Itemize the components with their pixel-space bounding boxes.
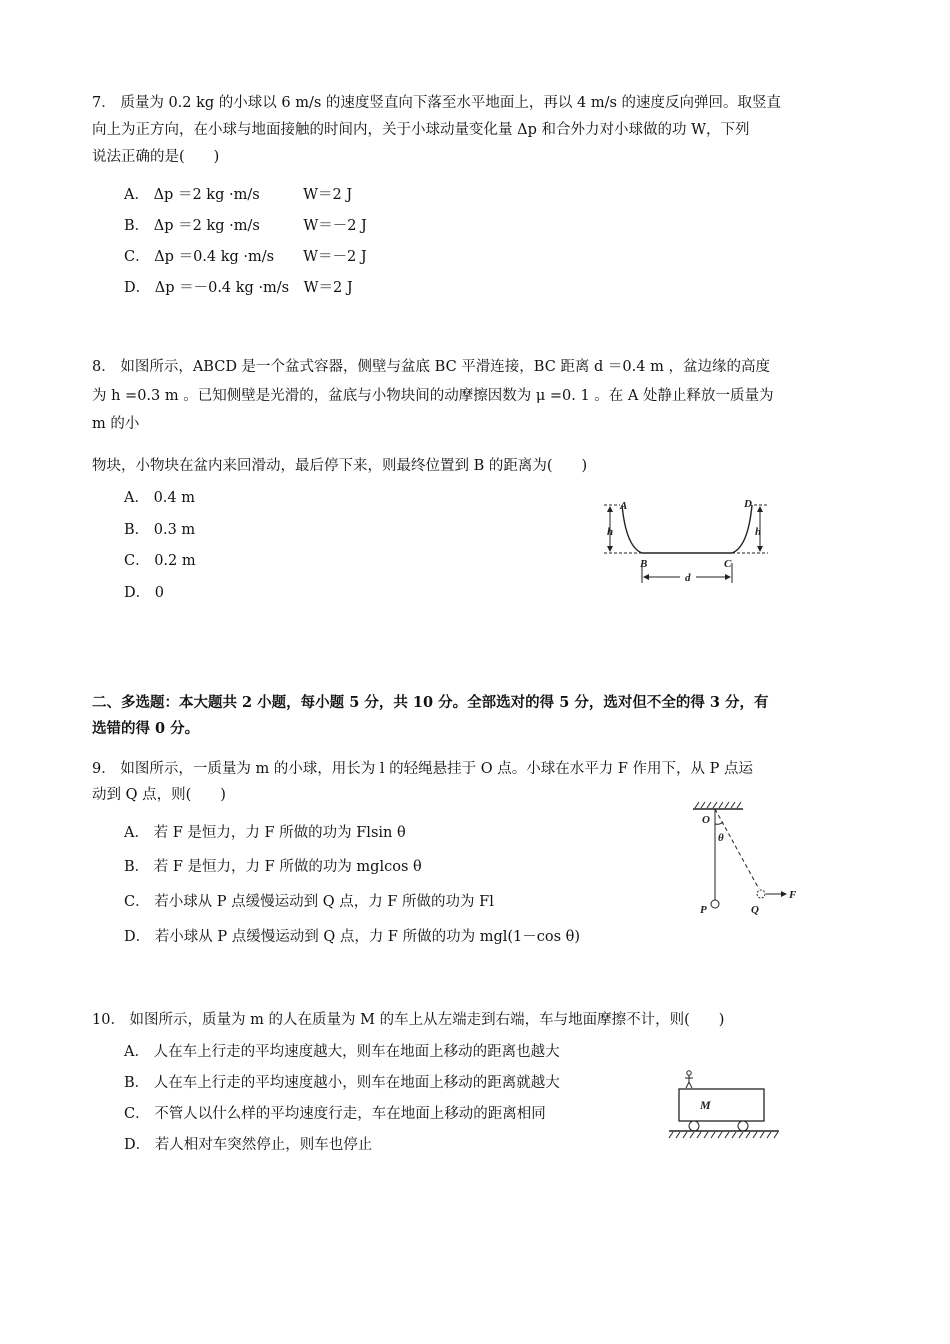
q9-option-b: B． 若 F 是恒力，力 F 所做的功为 mglcos θ bbox=[124, 859, 422, 875]
q8-line-4: 物块，小物块在盆内来回滑动，最后停下来，则最终位置到 B 的距离为( ) bbox=[92, 458, 588, 474]
cart-person-figure bbox=[665, 1068, 785, 1144]
q7-option-d: D． Δp ＝－0.4 kg ·m/s W＝2 J bbox=[124, 280, 353, 296]
label-b: B bbox=[640, 558, 648, 570]
q7-line-3: 说法正确的是( ) bbox=[92, 149, 220, 165]
label-f: F bbox=[789, 889, 797, 901]
label-a: A bbox=[620, 500, 628, 512]
q10-option-b: B． 人在车上行走的平均速度越小，则车在地面上移动的距离就越大 bbox=[124, 1075, 560, 1091]
label-theta: θ bbox=[718, 832, 724, 844]
q7-option-a: A． Δp ＝2 kg ·m/s W＝2 J bbox=[124, 187, 353, 203]
q8-option-b: B． 0.3 m bbox=[124, 522, 196, 538]
q9-option-c: C． 若小球从 P 点缓慢运动到 Q 点，力 F 所做的功为 Fl bbox=[124, 894, 494, 910]
label-c: C bbox=[724, 558, 732, 570]
q8-option-d: D． 0 bbox=[124, 585, 164, 601]
q7-line-1: 7． 质量为 0.2 kg 的小球以 6 m/s 的速度竖直向下落至水平地面上，再以 4 m/s 的速度反向弹回。取竖直 bbox=[92, 95, 782, 111]
label-h-right: h bbox=[755, 526, 762, 538]
q10-line-1: 10． 如图所示，质量为 m 的人在质量为 M 的车上从左端走到右端，车与地面摩擦不计，则( ) bbox=[92, 1012, 725, 1028]
section2-line-2: 选错的得 0 分。 bbox=[92, 720, 200, 737]
q8-option-a: A． 0.4 m bbox=[124, 490, 195, 506]
q9-option-d: D． 若小球从 P 点缓慢运动到 Q 点，力 F 所做的功为 mgl(1－cos θ) bbox=[124, 929, 581, 945]
pendulum-figure bbox=[685, 800, 805, 925]
q9-line-1: 9． 如图所示，一质量为 m 的小球，用长为 l 的轻绳悬挂于 O 点。小球在水平力 F 作用下，从 P 点运 bbox=[92, 761, 754, 777]
q9-line-2: 动到 Q 点，则( ) bbox=[92, 787, 226, 803]
q7-option-c: C． Δp ＝0.4 kg ·m/s W＝－2 J bbox=[124, 249, 367, 265]
label-h-left: h bbox=[607, 526, 614, 538]
label-d: D bbox=[744, 498, 752, 510]
q7-line-2: 向上为正方向，在小球与地面接触的时间内，关于小球动量变化量 Δp 和合外力对小球做的功 W，下列 bbox=[92, 122, 750, 138]
q8-line-2: 为 h =0.3 m 。已知侧壁是光滑的，盆底与小物块间的动摩擦因数为 μ =0. 1 。在 A 处静止释放一质量为 bbox=[92, 388, 774, 404]
q8-option-c: C． 0.2 m bbox=[124, 553, 196, 569]
label-q: Q bbox=[751, 904, 759, 916]
q10-option-a: A． 人在车上行走的平均速度越大，则车在地面上移动的距离也越大 bbox=[124, 1044, 560, 1060]
q10-option-d: D． 若人相对车突然停止，则车也停止 bbox=[124, 1137, 373, 1153]
q9-option-a: A． 若 F 是恒力，力 F 所做的功为 Flsin θ bbox=[124, 825, 406, 841]
q8-line-1: 8． 如图所示，ABCD 是一个盆式容器，侧壁与盆底 BC 平滑连接，BC 距离 d ＝0.4 m ，盆边缘的高度 bbox=[92, 359, 770, 375]
label-o: O bbox=[702, 814, 710, 826]
basin-container-figure bbox=[600, 495, 775, 590]
label-d-distance: d bbox=[685, 572, 691, 584]
section2-line-1: 二、多选题：本大题共 2 小题，每小题 5 分，共 10 分。全部选对的得 5 分，选对但不全的得 3 分，有 bbox=[92, 694, 769, 711]
label-p: P bbox=[700, 904, 707, 916]
q8-line-3: m 的小 bbox=[92, 416, 140, 432]
label-m-cart: M bbox=[700, 1098, 711, 1112]
q7-option-b: B． Δp ＝2 kg ·m/s W＝－2 J bbox=[124, 218, 367, 234]
q10-option-c: C． 不管人以什么样的平均速度行走，车在地面上移动的距离相同 bbox=[124, 1106, 546, 1122]
